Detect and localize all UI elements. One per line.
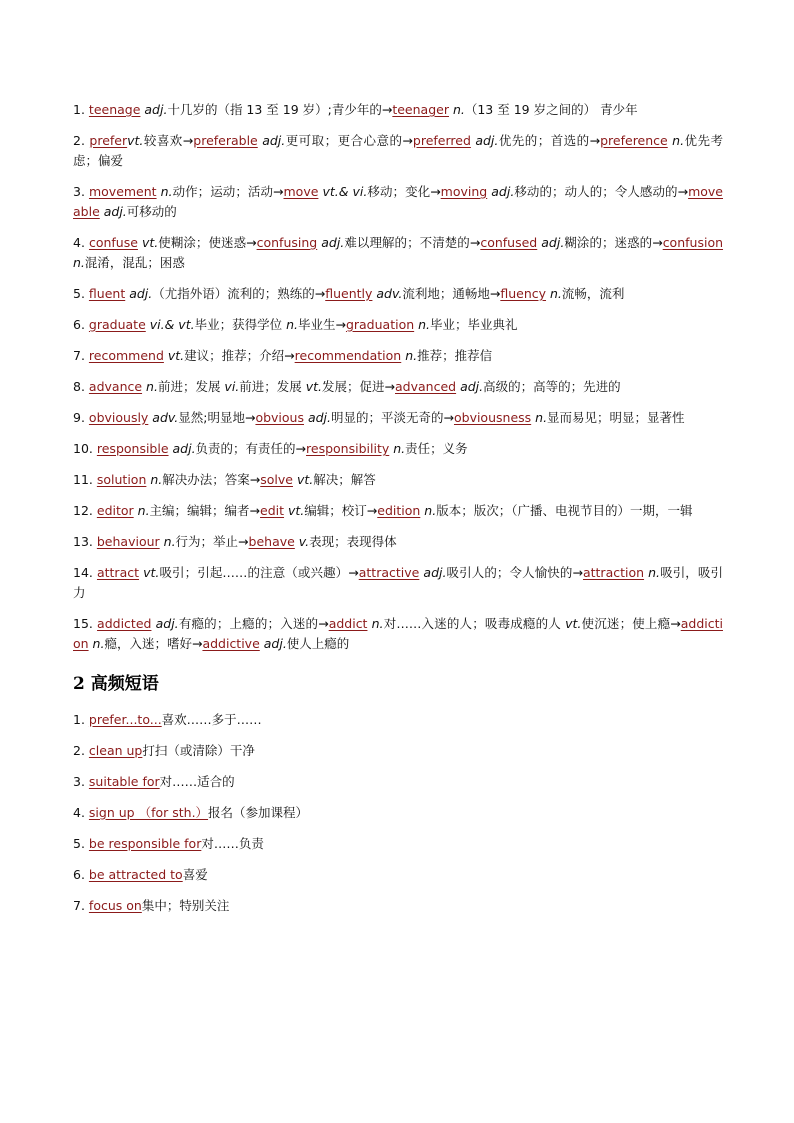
answer-term: be responsible for — [88, 836, 202, 851]
part-of-speech: n. — [546, 286, 562, 301]
definition-text: 毕业；毕业典礼 — [430, 317, 518, 332]
part-of-speech: adj. — [456, 379, 484, 394]
answer-term: confusing — [256, 235, 318, 250]
phrase-item — [73, 834, 723, 854]
definition-text: 版本；版次；（广播、电视节目的）一期，一辑 — [436, 503, 693, 518]
answer-term: confuse — [88, 235, 138, 250]
part-of-speech: n. — [142, 379, 158, 394]
definition-text: 集中；特别关注 — [141, 898, 230, 913]
item-number: 7. — [73, 898, 85, 913]
answer-term: addicted — [97, 616, 152, 631]
item-number: 4. — [73, 235, 85, 250]
item-number: 15. — [73, 616, 93, 631]
definition-text: 明显的；平淡无奇的→ — [331, 410, 454, 425]
answer-term: focus on — [88, 898, 142, 913]
definition-text: （尤指外语）流利的；熟练的→ — [152, 286, 326, 301]
item-number: 1. — [73, 102, 85, 117]
part-of-speech: vt. — [292, 472, 314, 487]
vocab-item — [73, 315, 723, 335]
definition-text: 十几岁的（指 13 至 19 岁）;青少年的→ — [167, 102, 393, 117]
definition-text: 前进；发展 — [239, 379, 306, 394]
item-number: 6. — [73, 317, 85, 332]
answer-term: editor — [96, 503, 134, 518]
answer-term: confused — [480, 235, 538, 250]
definition-text: 主编；编辑；编者→ — [149, 503, 261, 518]
definition-text: 吸引；引起……的注意（或兴趣）→ — [159, 565, 359, 580]
part-of-speech: n. — [389, 441, 406, 456]
vocab-item — [73, 182, 723, 222]
section-heading-high-frequency-phrases: 2 高频短语 — [73, 674, 159, 694]
vocab-item — [73, 284, 723, 304]
answer-term: solve — [260, 472, 293, 487]
part-of-speech: vt. — [163, 348, 185, 363]
vocab-item — [73, 563, 723, 603]
answer-term: clean up — [88, 743, 143, 758]
answer-term: preferred — [412, 133, 471, 148]
part-of-speech: adj. — [99, 204, 127, 219]
item-number: 12. — [73, 503, 93, 518]
phrase-list — [73, 710, 723, 916]
answer-term: recommendation — [294, 348, 402, 363]
definition-text: 流利地；通畅地→ — [402, 286, 501, 301]
definition-text: 报名（参加课程） — [208, 805, 309, 820]
answer-term: addiction — [73, 616, 723, 651]
definition-text: 吸引，吸引力 — [73, 565, 723, 600]
part-of-speech: n. — [88, 636, 105, 651]
definition-text: 喜爱 — [182, 867, 208, 882]
part-of-speech: adj. — [125, 286, 153, 301]
answer-term: edit — [260, 503, 285, 518]
vocab-item — [73, 439, 723, 459]
definition-text: 表现；表现得体 — [309, 534, 397, 549]
vocab-item — [73, 233, 723, 273]
item-number: 13. — [73, 534, 93, 549]
definition-text: 使糊涂；使迷惑→ — [158, 235, 257, 250]
part-of-speech: adj. — [470, 133, 499, 148]
part-of-speech: adv. — [372, 286, 403, 301]
answer-term: obvious — [255, 410, 304, 425]
answer-term: sign up （for sth.） — [88, 805, 209, 820]
phrase-item — [73, 772, 723, 792]
definition-text: 优先的；首选的→ — [498, 133, 601, 148]
definition-text: 流畅，流利 — [561, 286, 625, 301]
item-number: 14. — [73, 565, 93, 580]
definition-text: 优先考虑；偏爱 — [73, 133, 723, 168]
definition-text: 动作；运动；活动→ — [172, 184, 284, 199]
definition-text: 推荐；推荐信 — [417, 348, 493, 363]
definition-text: （13 至 19 岁之间的） 青少年 — [464, 102, 638, 117]
answer-term: edition — [377, 503, 421, 518]
answer-term: confusion — [662, 235, 724, 250]
part-of-speech: n. — [159, 534, 176, 549]
definition-text: 建议；推荐；介绍→ — [184, 348, 295, 363]
item-number: 4. — [73, 805, 85, 820]
part-of-speech: adv. — [148, 410, 179, 425]
part-of-speech: vi. — [224, 379, 240, 394]
item-number: 9. — [73, 410, 85, 425]
definition-text: 显而易见；明显；显著性 — [547, 410, 685, 425]
definition-text: 移动的；动人的；令人感动的→ — [514, 184, 689, 199]
part-of-speech: v. — [294, 534, 310, 549]
definition-text: 解决；解答 — [313, 472, 376, 487]
answer-term: recommend — [88, 348, 164, 363]
item-number: 5. — [73, 286, 85, 301]
answer-term: fluent — [88, 286, 126, 301]
answer-term: attractive — [358, 565, 420, 580]
phrase-item — [73, 710, 723, 730]
definition-text: 打扫（或清除）干净 — [142, 743, 255, 758]
vocab-item — [73, 614, 723, 654]
part-of-speech: n. — [667, 133, 685, 148]
answer-term: responsible — [96, 441, 169, 456]
part-of-speech: vt.& vi. — [318, 184, 368, 199]
definition-text: 使人上瘾的 — [286, 636, 350, 651]
part-of-speech: n. — [286, 317, 298, 332]
answer-term: preferable — [193, 133, 258, 148]
definition-text: 对……适合的 — [159, 774, 235, 789]
answer-term: attraction — [582, 565, 645, 580]
answer-term: solution — [96, 472, 147, 487]
part-of-speech: n. — [146, 472, 163, 487]
definition-text: 责任；义务 — [405, 441, 468, 456]
definition-text: 使沉迷；使上瘾→ — [581, 616, 681, 631]
definition-text: 瘾，入迷；嗜好→ — [104, 636, 203, 651]
part-of-speech: vt. — [284, 503, 305, 518]
answer-term: moving — [440, 184, 488, 199]
definition-text: 毕业；获得学位 — [194, 317, 287, 332]
definition-text: 难以理解的；不清楚的→ — [344, 235, 481, 250]
answer-term: fluently — [325, 286, 373, 301]
part-of-speech: n. — [73, 255, 85, 270]
definition-text: 对……入迷的人；吸毒成瘾的人 — [383, 616, 566, 631]
item-number: 7. — [73, 348, 85, 363]
item-number: 2. — [73, 133, 85, 148]
definition-text: 糊涂的；迷惑的→ — [564, 235, 663, 250]
part-of-speech: n. — [401, 348, 418, 363]
definition-text: 混淆，混乱；困惑 — [84, 255, 185, 270]
definition-text: 较喜欢→ — [143, 133, 194, 148]
part-of-speech: adj. — [257, 133, 286, 148]
item-number: 11. — [73, 472, 93, 487]
definition-text: 编辑；校订→ — [304, 503, 378, 518]
definition-text: 负责的；有责任的→ — [195, 441, 307, 456]
part-of-speech: n. — [156, 184, 173, 199]
part-of-speech: vt. — [127, 133, 144, 148]
answer-term: obviousness — [453, 410, 532, 425]
definition-text: 移动；变化→ — [367, 184, 441, 199]
vocabulary-list — [73, 100, 723, 654]
item-number: 6. — [73, 867, 85, 882]
item-number: 3. — [73, 184, 85, 199]
vocab-item — [73, 470, 723, 490]
phrase-item — [73, 896, 723, 916]
definition-text: 可移动的 — [126, 204, 177, 219]
answer-term: fluency — [500, 286, 547, 301]
answer-term: teenage — [88, 102, 141, 117]
part-of-speech: adj. — [259, 636, 287, 651]
answer-term: move — [283, 184, 319, 199]
item-number: 2. — [73, 743, 85, 758]
definition-text: 有瘾的；上瘾的；入迷的→ — [178, 616, 329, 631]
vocab-item — [73, 377, 723, 397]
answer-term: movement — [88, 184, 157, 199]
part-of-speech: adj. — [419, 565, 447, 580]
answer-term: prefer...to... — [88, 712, 162, 727]
item-number: 10. — [73, 441, 93, 456]
answer-term: advance — [88, 379, 143, 394]
answer-term: teenager — [392, 102, 449, 117]
definition-text: 前进；发展 — [157, 379, 225, 394]
answer-term: suitable for — [88, 774, 160, 789]
part-of-speech: n. — [420, 503, 437, 518]
answer-term: graduation — [345, 317, 415, 332]
answer-term: be attracted to — [88, 867, 183, 882]
part-of-speech: n. — [448, 102, 465, 117]
answer-term: behave — [248, 534, 295, 549]
part-of-speech: n. — [644, 565, 661, 580]
definition-text: 喜欢……多于…… — [161, 712, 262, 727]
definition-text: 对……负责 — [201, 836, 264, 851]
part-of-speech: n. — [414, 317, 431, 332]
vocab-item — [73, 532, 723, 552]
phrase-item — [73, 803, 723, 823]
content — [73, 100, 723, 927]
answer-term: addictive — [202, 636, 260, 651]
part-of-speech: vt. — [305, 379, 323, 394]
definition-text: 高级的；高等的；先进的 — [483, 379, 621, 394]
part-of-speech: vt. — [137, 235, 159, 250]
answer-term: prefer — [89, 133, 128, 148]
vocab-item — [73, 408, 723, 428]
answer-term: advanced — [395, 379, 457, 394]
item-number: 3. — [73, 774, 85, 789]
answer-term: graduate — [88, 317, 146, 332]
part-of-speech: vt. — [565, 616, 582, 631]
definition-text: 更可取；更合心意的→ — [285, 133, 413, 148]
part-of-speech: adj. — [140, 102, 168, 117]
answer-term: addict — [328, 616, 368, 631]
definition-text: 吸引人的；令人愉快的→ — [446, 565, 583, 580]
answer-term: behaviour — [96, 534, 160, 549]
definition-text: 行为；举止→ — [175, 534, 249, 549]
item-number: 1. — [73, 712, 85, 727]
part-of-speech: vi.& vt. — [145, 317, 195, 332]
part-of-speech: adj. — [317, 235, 345, 250]
answer-term: moveable — [73, 184, 723, 219]
vocab-item — [73, 501, 723, 521]
answer-term: preference — [600, 133, 668, 148]
vocab-item — [73, 100, 723, 120]
definition-text: 毕业生→ — [297, 317, 346, 332]
part-of-speech: n. — [367, 616, 384, 631]
part-of-speech: n. — [133, 503, 150, 518]
answer-term: responsibility — [306, 441, 390, 456]
answer-term: attract — [96, 565, 140, 580]
part-of-speech: n. — [531, 410, 548, 425]
part-of-speech: adj. — [303, 410, 331, 425]
definition-text: 解决办法；答案→ — [162, 472, 261, 487]
phrase-item — [73, 865, 723, 885]
vocab-item — [73, 346, 723, 366]
part-of-speech: adj. — [487, 184, 515, 199]
definition-text: 显然;明显地→ — [178, 410, 256, 425]
part-of-speech: adj. — [151, 616, 179, 631]
item-number: 8. — [73, 379, 85, 394]
vocab-item — [73, 131, 723, 171]
phrase-item — [73, 741, 723, 761]
part-of-speech: vt. — [139, 565, 160, 580]
part-of-speech: adj. — [537, 235, 565, 250]
part-of-speech: adj. — [168, 441, 196, 456]
definition-text: 发展；促进→ — [322, 379, 396, 394]
answer-term: obviously — [88, 410, 149, 425]
item-number: 5. — [73, 836, 85, 851]
